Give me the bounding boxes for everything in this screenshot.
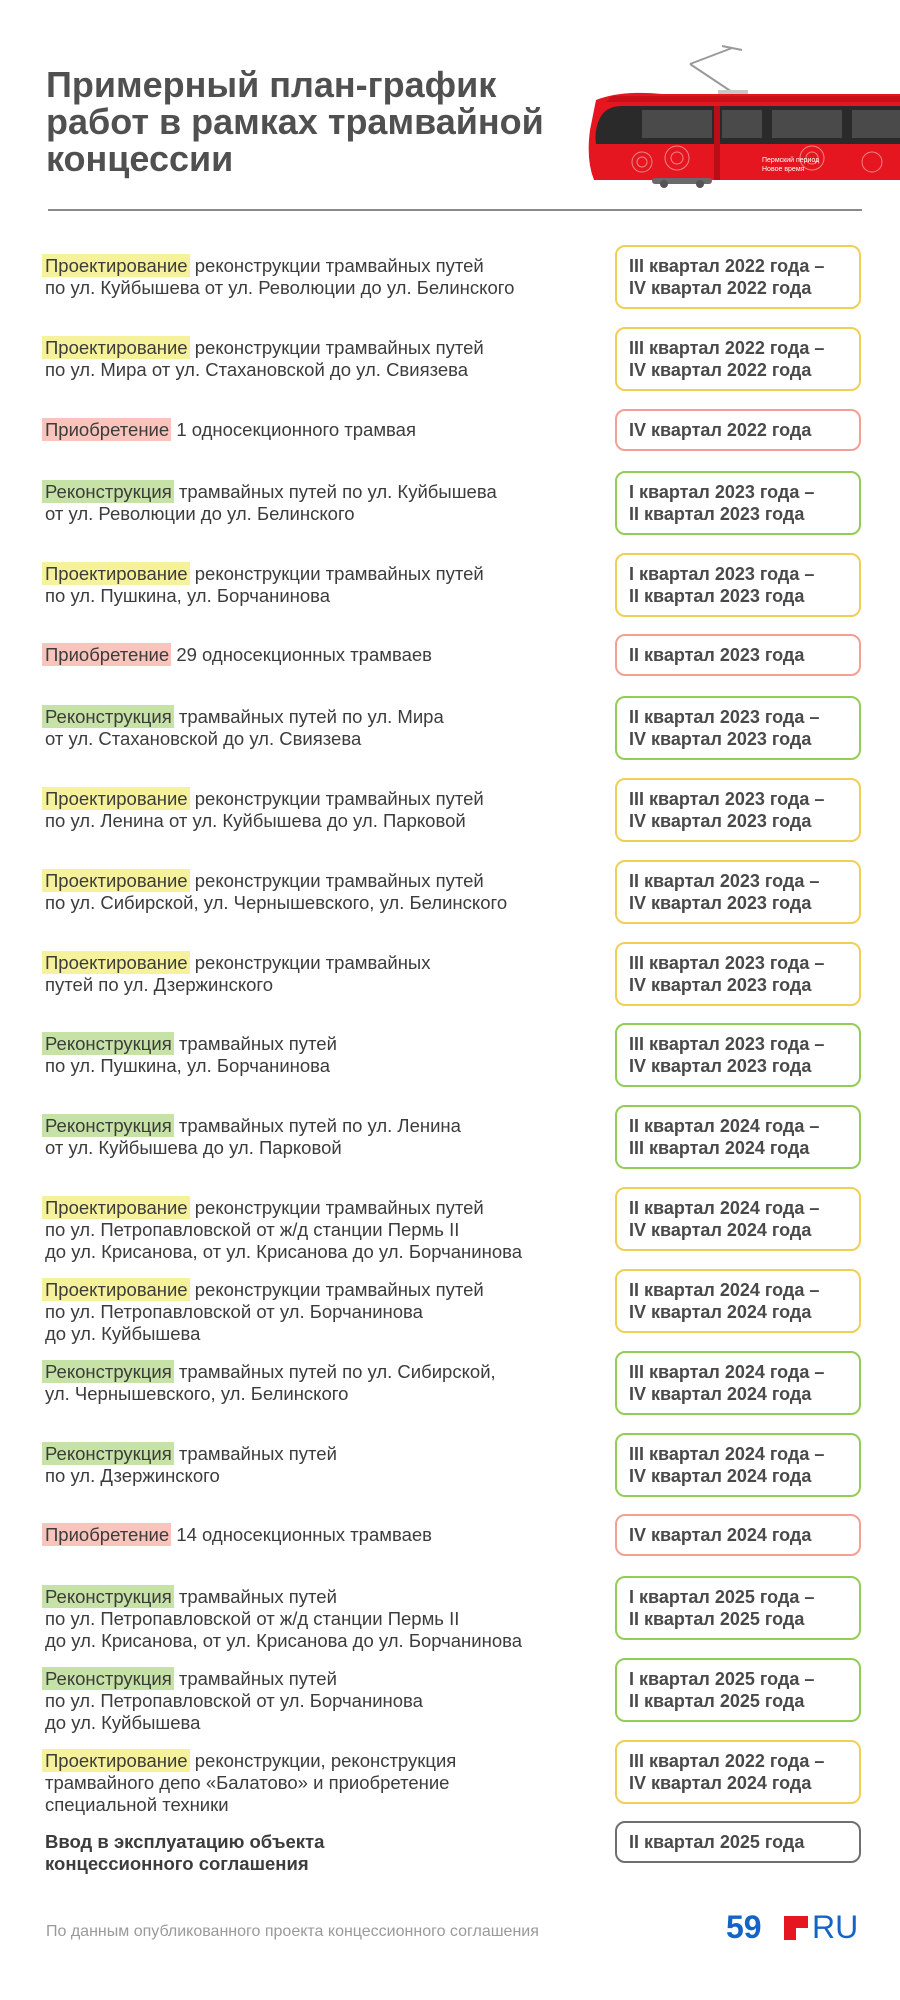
page-title: Примерный план-график работ в рамках трамвайной концессии (46, 64, 544, 179)
logo-number: 59 (726, 1909, 762, 1944)
task-text: трамвайных путей по ул. Петропавловской от ж/д станции Пермь II до ул. Крисанова, от ул. Крисанова до ул. Борчанинова (45, 1586, 523, 1651)
svg-text:Новое время: Новое время (762, 166, 805, 173)
task-type-highlight: Проектирование (42, 787, 190, 810)
schedule-row (0, 1576, 900, 1651)
period-badge: II квартал 2024 года – IV квартал 2024 года (615, 1269, 861, 1333)
task-text: реконструкции трамвайных путей по ул. Мира от ул. Стахановской до ул. Свиязева (45, 337, 484, 380)
task-type-highlight: Проектирование (42, 869, 190, 892)
task-description (45, 788, 605, 832)
task-type-highlight: Приобретение (42, 418, 171, 441)
schedule-row (0, 1658, 900, 1733)
task-type-highlight: Проектирование (42, 1196, 190, 1219)
period-badge: II квартал 2023 года – IV квартал 2023 года (615, 696, 861, 760)
task-description (45, 1033, 605, 1077)
source-note: По данным опубликованного проекта концессионного соглашения (46, 1923, 539, 1940)
task-description (45, 1443, 605, 1487)
task-description (45, 1750, 605, 1816)
task-description (45, 1831, 605, 1875)
task-type-highlight: Проектирование (42, 951, 190, 974)
period-badge: III квартал 2022 года – IV квартал 2022 года (615, 245, 861, 309)
schedule-row (0, 860, 900, 924)
task-description (45, 1586, 605, 1652)
schedule-row (0, 1433, 900, 1497)
period-badge: IV квартал 2022 года (615, 409, 861, 451)
task-type-highlight: Приобретение (42, 643, 171, 666)
task-description (45, 1279, 605, 1345)
period-badge: I квартал 2023 года – II квартал 2023 года (615, 553, 861, 617)
period-badge: I квартал 2025 года – II квартал 2025 года (615, 1658, 861, 1722)
task-description (45, 952, 605, 996)
task-text: 14 односекционных трамваев (176, 1524, 432, 1545)
task-type-highlight: Проектирование (42, 336, 190, 359)
schedule-row (0, 327, 900, 391)
period-badge: III квартал 2022 года – IV квартал 2024 года (615, 1740, 861, 1804)
task-type-highlight: Реконструкция (42, 1114, 174, 1137)
task-description (45, 563, 605, 607)
schedule-row (0, 471, 900, 535)
period-badge: II квартал 2024 года – III квартал 2024 года (615, 1105, 861, 1169)
task-type-highlight: Реконструкция (42, 1585, 174, 1608)
task-text: реконструкции, реконструкция трамвайного депо «Балатово» и приобретение специальной техники (45, 1750, 457, 1815)
task-type-highlight: Реконструкция (42, 1032, 174, 1055)
schedule-row (0, 245, 900, 309)
period-badge: II квартал 2024 года – IV квартал 2024 года (615, 1187, 861, 1251)
task-description (45, 706, 605, 750)
schedule-row (0, 942, 900, 1006)
schedule-row (0, 1269, 900, 1344)
period-badge: III квартал 2023 года – IV квартал 2023 года (615, 1023, 861, 1087)
task-type-highlight: Проектирование (42, 1278, 190, 1301)
task-text: трамвайных путей по ул. Дзержинского (45, 1443, 337, 1486)
period-badge: II квартал 2023 года – IV квартал 2023 года (615, 860, 861, 924)
task-description (45, 255, 605, 299)
period-badge: II квартал 2023 года (615, 634, 861, 676)
schedule-row (0, 1023, 900, 1087)
task-type-highlight: Реконструкция (42, 1442, 174, 1465)
task-description (45, 1668, 605, 1734)
period-badge: III квартал 2023 года – IV квартал 2023 года (615, 942, 861, 1006)
period-badge: III квартал 2024 года – IV квартал 2024 года (615, 1433, 861, 1497)
task-description (45, 1524, 605, 1546)
period-badge: IV квартал 2024 года (615, 1514, 861, 1556)
period-badge: III квартал 2023 года – IV квартал 2023 года (615, 778, 861, 842)
schedule-row (0, 1740, 900, 1815)
schedule-row (0, 409, 900, 451)
task-description (45, 1115, 605, 1159)
task-text: реконструкции трамвайных путей по ул. Петропавловской от ж/д станции Пермь II до ул. Крисанова, от ул. Крисанова до ул. Борчанинова (45, 1197, 523, 1262)
task-text: реконструкции трамвайных путей по ул. Пушкина, ул. Борчанинова (45, 563, 484, 606)
schedule-row (0, 1821, 900, 1874)
period-badge: III квартал 2024 года – IV квартал 2024 года (615, 1351, 861, 1415)
task-description (45, 1197, 605, 1263)
task-text: реконструкции трамвайных путей по ул. Куйбышева от ул. Революции до ул. Белинского (45, 255, 515, 298)
task-type-highlight: Проектирование (42, 562, 190, 585)
pantograph-icon (690, 46, 748, 94)
task-text: 1 односекционного трамвая (176, 419, 416, 440)
task-text: реконструкции трамвайных путей по ул. Петропавловской от ул. Борчанинова до ул. Куйбышева (45, 1279, 484, 1344)
task-text: реконструкции трамвайных путей по ул. Сибирской, ул. Чернышевского, ул. Белинского (45, 870, 508, 913)
task-description (45, 419, 605, 441)
task-type-highlight: Проектирование (42, 254, 190, 277)
tram-livery-text: Пермский период (762, 157, 820, 164)
task-text: трамвайных путей по ул. Куйбышева от ул. Революции до ул. Белинского (45, 481, 497, 524)
59ru-logo (726, 1908, 862, 1944)
task-type-highlight: Реконструкция (42, 705, 174, 728)
tram-illustration (582, 40, 900, 190)
task-description (45, 337, 605, 381)
schedule-row (0, 1351, 900, 1415)
schedule-row (0, 778, 900, 842)
task-description (45, 1361, 605, 1405)
task-text: трамвайных путей по ул. Ленина от ул. Куйбышева до ул. Парковой (45, 1115, 461, 1158)
task-text: трамвайных путей по ул. Мира от ул. Стахановской до ул. Свиязева (45, 706, 444, 749)
task-type-highlight: Приобретение (42, 1523, 171, 1546)
schedule-row (0, 553, 900, 617)
title-divider (48, 209, 862, 211)
task-text: реконструкции трамвайных путей по ул. Ленина от ул. Куйбышева до ул. Парковой (45, 788, 484, 831)
task-text: реконструкции трамвайных путей по ул. Дзержинского (45, 952, 431, 995)
schedule-row (0, 634, 900, 676)
schedule-row (0, 696, 900, 760)
task-type-highlight: Реконструкция (42, 1667, 174, 1690)
task-type-highlight: Реконструкция (42, 1360, 174, 1383)
schedule-row (0, 1514, 900, 1556)
schedule-row (0, 1105, 900, 1169)
period-badge: III квартал 2022 года – IV квартал 2022 года (615, 327, 861, 391)
task-type-highlight: Проектирование (42, 1749, 190, 1772)
period-badge: I квартал 2023 года – II квартал 2023 года (615, 471, 861, 535)
task-text: трамвайных путей по ул. Сибирской, ул. Чернышевского, ул. Белинского (45, 1361, 496, 1404)
logo-suffix: RU (812, 1909, 859, 1944)
period-badge: I квартал 2025 года – II квартал 2025 года (615, 1576, 861, 1640)
task-text: 29 односекционных трамваев (176, 644, 432, 665)
task-description (45, 481, 605, 525)
task-type-highlight: Реконструкция (42, 480, 174, 503)
task-description (45, 870, 605, 914)
task-text: трамвайных путей по ул. Пушкина, ул. Борчанинова (45, 1033, 337, 1076)
period-badge: II квартал 2025 года (615, 1821, 861, 1863)
task-text: Ввод в эксплуатацию объекта концессионного соглашения (45, 1831, 325, 1874)
schedule-row (0, 1187, 900, 1262)
task-text: трамвайных путей по ул. Петропавловской от ул. Борчанинова до ул. Куйбышева (45, 1668, 423, 1733)
task-description (45, 644, 605, 666)
